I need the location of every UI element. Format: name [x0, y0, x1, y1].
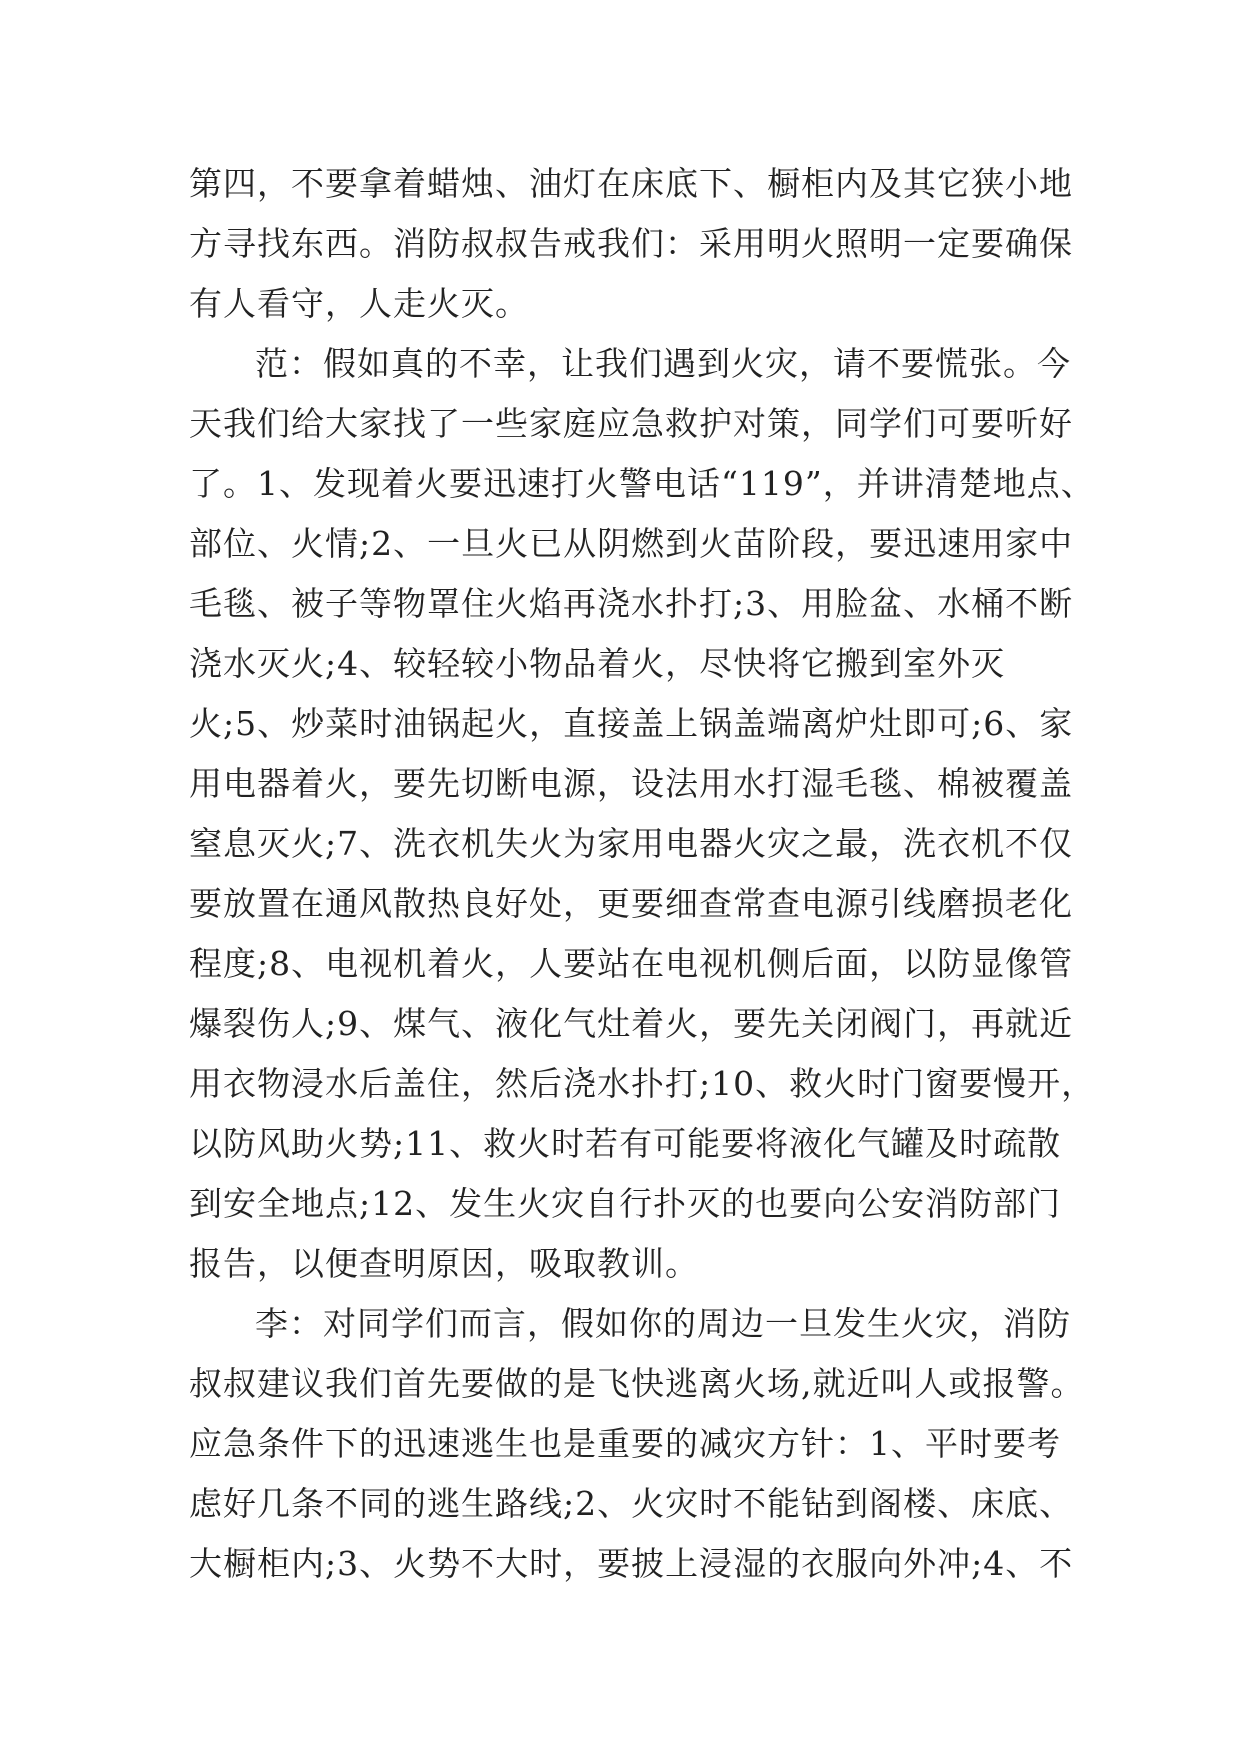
text-line: 爆裂伤人;9、煤气、液化气灶着火，要先关闭阀门，再就近 — [189, 1004, 1074, 1043]
text-line: 部位、火情;2、一旦火已从阴燃到火苗阶段，要迅速用家中 — [189, 524, 1074, 563]
text-line: 到安全地点;12、发生火灾自行扑灭的也要向公安消防部门 — [189, 1184, 1062, 1223]
text-line: 火;5、炒菜时油锅起火，直接盖上锅盖端离炉灶即可;6、家 — [189, 704, 1074, 743]
text-line: 第四，不要拿着蜡烛、油灯在床底下、橱柜内及其它狭小地 — [189, 164, 1073, 203]
text-line: 程度;8、电视机着火，人要站在电视机侧后面，以防显像管 — [189, 944, 1074, 983]
paragraph — [189, 1294, 1085, 1594]
text-line: 大橱柜内;3、火势不大时，要披上浸湿的衣服向外冲;4、不 — [189, 1544, 1074, 1583]
text-line: 浇水灭火;4、较轻较小物品着火，尽快将它搬到室外灭 — [189, 644, 1006, 683]
text-line: 方寻找东西。消防叔叔告戒我们：采用明火照明一定要确保 — [189, 224, 1073, 263]
text-line: 以防风助火势;11、救火时若有可能要将液化气罐及时疏散 — [189, 1124, 1062, 1163]
text-line: 虑好几条不同的逃生路线;2、火灾时不能钻到阁楼、床底、 — [189, 1484, 1074, 1523]
text-line: 要放置在通风散热良好处，更要细查常查电源引线磨损老化 — [189, 884, 1073, 923]
text-line: 天我们给大家找了一些家庭应急救护对策，同学们可要听好 — [189, 404, 1073, 443]
text-line: 报告，以便查明原因，吸取教训。 — [189, 1244, 699, 1283]
text-line: 有人看守，人走火灭。 — [189, 284, 529, 323]
text-line: 用衣物浸水后盖住，然后浇水扑打;10、救火时门窗要慢开， — [189, 1064, 1096, 1103]
text-line: 窒息灭火;7、洗衣机失火为家用电器火灾之最，洗衣机不仅 — [189, 824, 1074, 863]
text-line: 毛毯、被子等物罩住火焰再浇水扑打;3、用脸盆、水桶不断 — [189, 584, 1074, 623]
paragraph — [189, 334, 1096, 1294]
text-line: 了。1、发现着火要迅速打火警电话“119”，并讲清楚地点、 — [189, 464, 1095, 503]
text-line: 应急条件下的迅速逃生也是重要的减灾方针：1、平时要考 — [189, 1424, 1061, 1463]
document-body — [189, 154, 1096, 1594]
text-line: 李：对同学们而言，假如你的周边一旦发生火灾，消防 — [255, 1304, 1071, 1343]
text-line: 叔叔建议我们首先要做的是飞快逃离火场,就近叫人或报警。 — [189, 1364, 1085, 1403]
text-line: 范：假如真的不幸，让我们遇到火灾，请不要慌张。今 — [255, 344, 1071, 383]
paragraph — [189, 154, 1073, 334]
text-line: 用电器着火，要先切断电源，设法用水打湿毛毯、棉被覆盖 — [189, 764, 1073, 803]
